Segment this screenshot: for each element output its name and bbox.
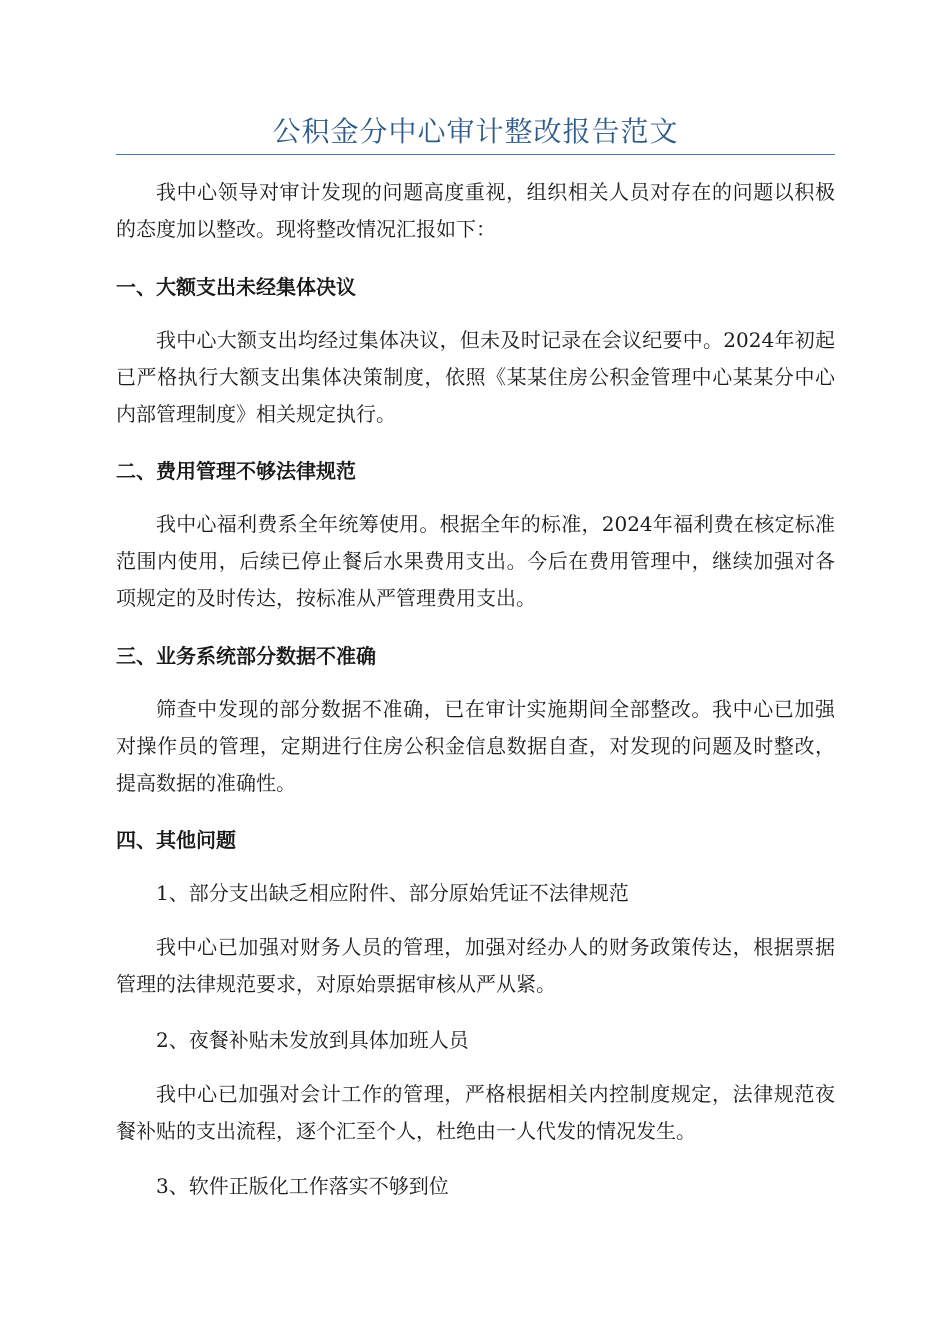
subsection-body-4-1: 我中心已加强对财务人员的管理，加强对经办人的财务政策传达，根据票据管理的法律规范要求，对原始票据审核从严从紧。 <box>116 935 835 996</box>
section-body-3: 筛查中发现的部分数据不准确，已在审计实施期间全部整改。我中心已加强对操作员的管理，定期进行住房公积金信息数据自查，对发现的问题及时整改，提高数据的准确性。 <box>116 697 835 795</box>
section-heading-1: 一、大额支出未经集体决议 <box>116 275 356 299</box>
title-underline <box>116 154 835 155</box>
intro-paragraph: 我中心领导对审计发现的问题高度重视，组织相关人员对存在的问题以积极的态度加以整改。现将整改情况汇报如下： <box>116 180 835 241</box>
section-heading-3: 三、业务系统部分数据不准确 <box>116 644 376 668</box>
section-body-1: 我中心大额支出均经过集体决议，但未及时记录在会议纪要中。2024年初起已严格执行大额支出集体决策制度，依照《某某住房公积金管理中心某某分中心内部管理制度》相关规定执行。 <box>116 328 835 426</box>
section-body-2: 我中心福利费系全年统筹使用。根据全年的标准，2024年福利费在核定标准范围内使用，后续已停止餐后水果费用支出。今后在费用管理中，继续加强对各项规定的及时传达，按标准从严管理费用支出。 <box>116 512 835 610</box>
subsection-body-4-2: 我中心已加强对会计工作的管理，严格根据相关内控制度规定，法律规范夜餐补贴的支出流程，逐个汇至个人，杜绝由一人代发的情况发生。 <box>116 1082 835 1143</box>
subsection-heading-4-2: 2、夜餐补贴未发放到具体加班人员 <box>156 1028 469 1052</box>
document-title: 公积金分中心审计整改报告范文 <box>272 115 679 148</box>
section-heading-2: 二、费用管理不够法律规范 <box>116 459 356 483</box>
section-heading-4: 四、其他问题 <box>116 828 236 852</box>
subsection-heading-4-1: 1、部分支出缺乏相应附件、部分原始凭证不法律规范 <box>156 881 629 905</box>
subsection-heading-4-3: 3、软件正版化工作落实不够到位 <box>156 1174 449 1198</box>
